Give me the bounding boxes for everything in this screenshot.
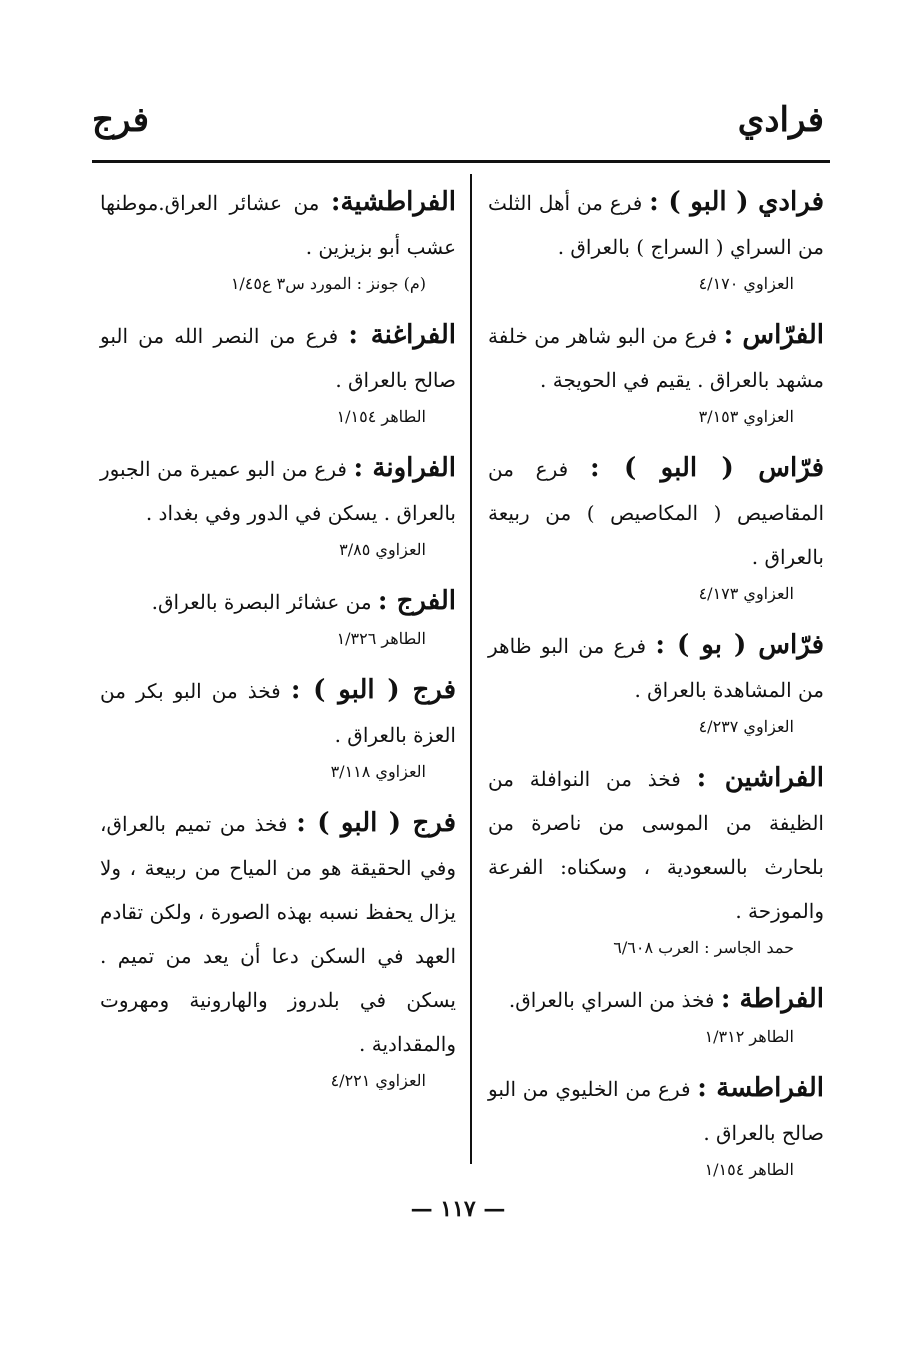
entry-headword: الفراشين : (696, 763, 824, 793)
entry-text: فرع من النصر الله من البو صالح بالعراق . (100, 324, 456, 392)
entry-headword: فرّاس ( بو ) : (655, 630, 825, 660)
running-head-left: فرج (92, 100, 149, 140)
entry-source: العزاوي ٤/٢٢١ (330, 1071, 426, 1090)
right-column (488, 180, 824, 1199)
entry-text: من عشائر البصرة بالعراق. (151, 590, 372, 614)
entry-headword: فرادي ( البو ) : (649, 187, 824, 217)
entry-source: العزاوي ٣/١١٨ (330, 762, 426, 781)
entry (488, 756, 824, 963)
entry (100, 801, 456, 1096)
entry-headword: الفراطة : (720, 984, 824, 1014)
entry-text: فرع من الخليوي من البو صالح بالعراق . (488, 1077, 824, 1145)
entry-text: من عشائر العراق.موطنها عشب أبو بزيزين . (100, 191, 456, 259)
entry-source: العزاوي ٤/١٧٣ (698, 584, 794, 603)
entry (488, 977, 824, 1052)
entry-source: الطاهر ١/٣١٢ (704, 1027, 794, 1046)
entry-headword: الفرج : (377, 586, 456, 616)
entry-text: فرع من أهل الثلث من السراي ( السراج ) بالعراق . (488, 191, 824, 259)
entry-text: فخذ من النوافلة من الظيفة من الموسى من ناصرة من بلحارث بالسعودية ، وسكناه: الفرعة والموزحة . (488, 767, 824, 923)
entry-source: العزاوي ٤/٢٣٧ (698, 717, 794, 736)
entry-text: فرع من البو شاهر من خلفة مشهد بالعراق . يقيم في الحويجة . (488, 324, 824, 392)
entry (488, 313, 824, 432)
entry-headword: الفراغنة : (348, 320, 456, 350)
entry-text: فرع من البو ظاهر من المشاهدة بالعراق . (488, 634, 824, 702)
entry-source: العزاوي ٣/١٥٣ (698, 407, 794, 426)
entry-headword: الفراطشية: (330, 187, 457, 217)
column-divider (470, 174, 472, 1164)
entry (100, 313, 456, 432)
entry-source: (م) جونز : المورد س٣ ع١/٤٥ (230, 274, 426, 293)
entry (488, 1066, 824, 1185)
entry-headword: فرج ( البو ) : (296, 808, 457, 838)
entry (100, 446, 456, 565)
entry-source: حمد الجاسر : العرب ٦/٦٠٨ (613, 938, 794, 957)
entry-text: فخذ من السراي بالعراق. (508, 988, 715, 1012)
entry-source: الطاهر ١/١٥٤ (704, 1160, 794, 1179)
entry-text: فخذ من البو بكر من العزة بالعراق . (100, 679, 456, 747)
header-rule (92, 160, 830, 163)
entry-source: العزاوي ٣/٨٥ (339, 540, 426, 559)
entry (100, 579, 456, 654)
entry (100, 668, 456, 787)
entry (488, 446, 824, 609)
left-column (100, 180, 456, 1110)
entry-source: الطاهر ١/١٥٤ (336, 407, 426, 426)
entry-source: العزاوي ٤/١٧٠ (698, 274, 794, 293)
entry-headword: الفرّاس : (723, 320, 825, 350)
entry-text: فخذ من تميم بالعراق، وفي الحقيقة هو من المياح من ربيعة ، ولا يزال يحفظ نسبه بهذه الصورة ، ولكن تقادم العهد في السكن دعا أن يعد من تميم . يسكن في بلدروز والهارونية ومهروت والمقدادية . (100, 812, 457, 1056)
entry-source: الطاهر ١/٣٢٦ (336, 629, 426, 648)
entry-text: فرع من البو عميرة من الجبور بالعراق . يسكن في الدور وفي بغداد . (100, 457, 456, 525)
entry-text: فرع من المقاصيص ( المكاصيص ) من ربيعة بالعراق . (488, 457, 824, 569)
page-number: — ١١٧ — (410, 1196, 506, 1222)
entry-headword: فرّاس ( البو ) : (589, 453, 824, 483)
entry (488, 180, 824, 299)
entry (488, 623, 824, 742)
entry (100, 180, 456, 299)
entry-headword: الفراطسة : (697, 1073, 824, 1103)
running-head-right: فرادي (737, 100, 824, 140)
entry-headword: الفراونة : (353, 453, 457, 483)
entry-headword: فرج ( البو ) : (290, 675, 457, 705)
